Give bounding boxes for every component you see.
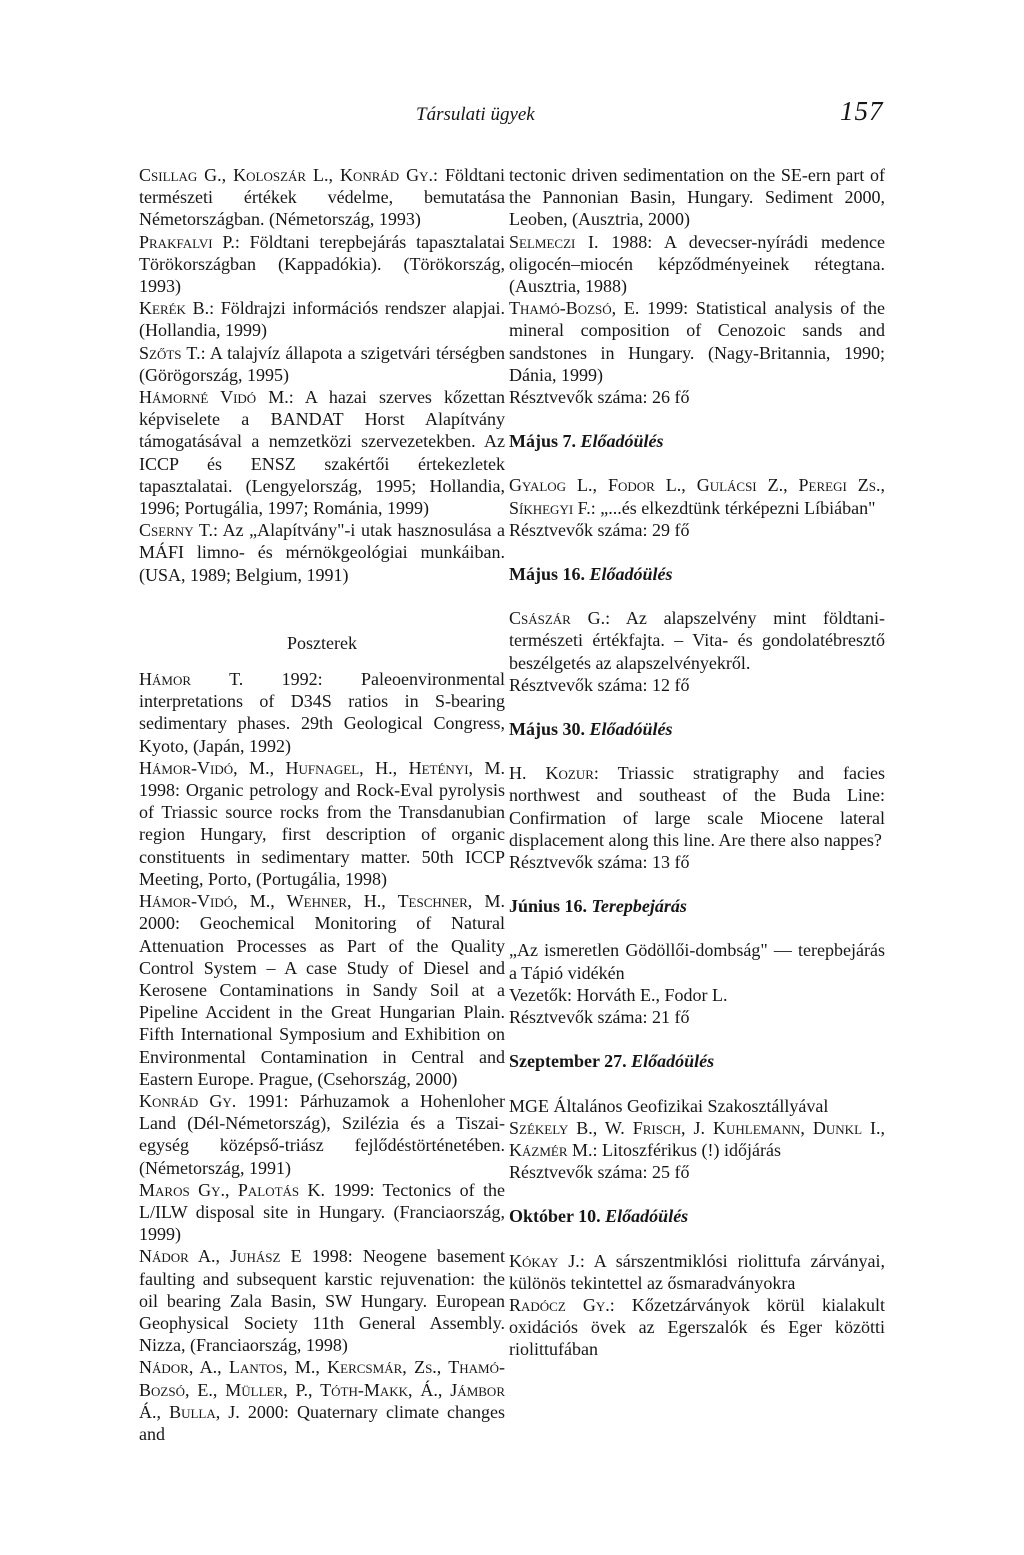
entry-text: 1998: Organic petrology and Rock-Eval pyrolysis of Triassic source rocks from the Transdanubian region Hungary, first description of organic constituents in sedimentary matter. 50th ICCP Meeting, Porto, (Portugália, 1998) xyxy=(139,780,505,889)
entry-author: Szőts T. xyxy=(139,342,201,363)
event-type: Előadóülés xyxy=(605,1206,689,1227)
entry-author: Selmeczi I. xyxy=(509,231,599,252)
event-type: Terepbejárás xyxy=(591,896,687,917)
event-date: Szeptember 27. xyxy=(509,1051,627,1072)
bibliography-entry xyxy=(139,1245,505,1356)
event-line xyxy=(509,607,885,674)
event-type: Előadóülés xyxy=(631,1051,715,1072)
entry-author: H. Kozur xyxy=(509,763,594,784)
event-line xyxy=(509,762,885,851)
event-line xyxy=(509,474,885,518)
entry-text: : A sárszentmiklósi riolittufa zárványai, különös tekintettel az ősmaradványokra xyxy=(509,1250,885,1293)
entry-text: 1988: A devecser-nyírádi medence oligocén–miocén képződményeinek rétegtana. (Ausztria, 1988) xyxy=(509,231,886,297)
bibliography-entry xyxy=(509,164,885,231)
entry-text: 1999: Tectonics of the L/ILW disposal site in Hungary. (Franciaország, 1999) xyxy=(139,1179,506,1245)
bibliography-entry xyxy=(139,386,505,519)
entry-text: : A hazai szerves kőzettan képviselete a BANDAT Horst Alapítvány támogatásával a nemzetközi szervezetekben. Az ICCP és ENSZ szakértői értekezletek tapasztalatai. (Lengyelország, 1995; Hollandia, 1996; Portugália, 1997; Románia, 1999) xyxy=(139,387,505,519)
entry-text: 2000: Geochemical Monitoring of Natural Attenuation Processes as Part of the Quality Control System – A case Study of Diesel and Kerosene Contaminations in Sandy Soil at a Pipeline Accident in the Great Hungarian Plain. Fifth International Symposium and Exhibition on Environmental Contamination in Central and Eastern Europe. Prague, (Csehország, 2000) xyxy=(139,913,505,1089)
participant-count: Résztvevők száma: 12 fő xyxy=(509,674,690,695)
bibliography-entry xyxy=(139,1179,505,1246)
entry-text: : „...és elkezdtünk térképezni Líbiában" xyxy=(590,497,876,518)
event-date: Május 30. xyxy=(509,719,585,740)
entry-text: : Az alapszelvény mint földtani-természeti értékfajta. – Vita- és gondolatébresztő beszélgetés az alapszelvényekről. xyxy=(509,608,885,673)
event-line xyxy=(509,1095,885,1117)
event-block xyxy=(509,430,885,541)
entry-text: : Földtani természeti értékek védelme, bemutatása Németországban. (Németország, 1993) xyxy=(139,165,505,230)
entry-text: : A talajvíz állapota a szigetvári térségben (Görögország, 1995) xyxy=(139,342,505,385)
entry-text: : Az „Alapítvány"-i utak hasznosulása a MÁFI limno- és mérnökgeológiai munkáiban. (USA, 1989; Belgium, 1991) xyxy=(139,520,505,585)
running-title: Társulati ügyek xyxy=(416,104,535,125)
event-heading xyxy=(509,1205,885,1227)
entry-text: „Az ismeretlen Gödöllői-dombság" — terepbejárás a Tápió vidékén xyxy=(509,940,885,983)
entry-author: Hámor T. xyxy=(139,669,244,690)
entry-text: 1999: Statistical analysis of the mineral composition of Cenozoic sands and sandstones in Hungary. (Nagy-Britannia, 1990; Dánia, 1999) xyxy=(509,298,885,385)
entry-author: Nádor A., Juhász E xyxy=(139,1246,302,1267)
events-list xyxy=(509,430,885,1360)
entry-text: 1991: Párhuzamok a Hohenloher Land (Dél-Németország), Szilézia és a Tiszai-egység középső-triász fejlődéstörténetében. (Németország, 1991) xyxy=(139,1090,505,1178)
event-line xyxy=(509,1117,885,1161)
event-block xyxy=(509,1050,885,1183)
left-column xyxy=(139,164,505,1445)
event-date: Május 16. xyxy=(509,564,585,585)
participant-count: Résztvevők száma: 29 fő xyxy=(509,519,690,540)
event-block xyxy=(509,563,885,696)
continuation-list xyxy=(509,164,885,386)
event-date: Június 16. xyxy=(509,896,588,917)
entry-text: 2000: Quaternary climate changes and xyxy=(139,1401,505,1444)
bibliography-entry xyxy=(139,890,505,1090)
entry-author: Cserny T. xyxy=(139,520,214,541)
entry-author: Nádor, A., Lantos, M., Kercsmár, Zs., Thamó-Bozsó, E., Müller, P., Tóth-Makk, Á., Jámbor Á., Bulla, J. xyxy=(139,1357,505,1422)
bibliography-entry xyxy=(139,668,505,757)
entry-author: Kókay J. xyxy=(509,1250,580,1271)
entry-text: 1998: Neogene basement faulting and subsequent karstic rejuvenation: the oil bearing Zala Basin, SW Hungary. European Geophysical Society 11th General Assembly. Nizza, (Franciaország, 1998) xyxy=(139,1246,505,1356)
entry-text: tectonic driven sedimentation on the SE-ern part of the Pannonian Basin, Hungary. Sediment 2000, Leoben, (Ausztria, 2000) xyxy=(509,165,885,230)
entry-author: Csillag G., Koloszár L., Konrád Gy. xyxy=(139,165,434,185)
entry-author: Maros Gy., Palotás K. xyxy=(139,1179,326,1200)
bibliography-entry xyxy=(139,231,505,298)
participant-count: Résztvevők száma: 25 fő xyxy=(509,1162,690,1183)
right-column xyxy=(509,164,885,1361)
entry-text: 1992: Paleoenvironmental interpretations of D34S ratios in S-bearing sedimentary phases. 29th Geological Congress, Kyoto, (Japán, 1992) xyxy=(139,669,505,756)
entry-text: MGE Általános Geofizikai Szakosztállyával xyxy=(509,1095,829,1116)
event-heading xyxy=(509,718,885,740)
bibliography-entry xyxy=(509,297,885,386)
event-date: Október 10. xyxy=(509,1206,601,1227)
participant-count: Résztvevők száma: 13 fő xyxy=(509,852,690,873)
event-heading xyxy=(509,1050,885,1072)
entry-text: : Földrajzi információs rendszer alapjai. (Hollandia, 1999) xyxy=(139,298,505,341)
bibliography-entry xyxy=(139,519,505,586)
bibliography-entry xyxy=(139,297,505,341)
bibliography-entry xyxy=(509,231,885,298)
entry-author: Konrád Gy. xyxy=(139,1090,237,1111)
entry-author: Kerék B. xyxy=(139,298,210,319)
event-line xyxy=(509,939,885,983)
posters-list xyxy=(139,668,505,1445)
entry-text: : Kőzetzárványok körül kialakult oxidációs övek az Egerszalók és Eger közötti riolittufában xyxy=(509,1294,886,1360)
talks-list xyxy=(139,164,505,586)
entry-author: Radócz Gy. xyxy=(509,1294,610,1315)
bibliography-entry xyxy=(139,1356,505,1445)
entry-text: : Triassic stratigraphy and facies northwest and southeast of the Buda Line: Confirmation of large scale Miocene lateral displacement along this line. Are there also nappes? xyxy=(509,763,885,850)
bibliography-entry xyxy=(139,757,505,890)
entry-text: : Földtani terepbejárás tapasztalatai Törökországban (Kappadókia). (Törökország, 1993) xyxy=(139,231,506,297)
entry-author: Székely B., W. Frisch, J. Kuhlemann, Dunkl I., Kázmér M. xyxy=(509,1117,885,1160)
event-block xyxy=(509,895,885,1028)
bibliography-entry xyxy=(139,342,505,386)
event-type: Előadóülés xyxy=(580,431,664,452)
entry-author: Császár G. xyxy=(509,608,606,629)
event-type: Előadóülés xyxy=(589,564,673,585)
bibliography-entry xyxy=(139,1090,505,1179)
event-line xyxy=(509,1294,885,1361)
event-line xyxy=(509,984,885,1006)
page-number: 157 xyxy=(840,96,884,126)
participant-count: Résztvevők száma: 26 fő xyxy=(509,387,690,408)
entry-author: Hámor-Vidó, M., Wehner, H., Teschner, M. xyxy=(139,891,505,912)
page-header xyxy=(0,96,1024,136)
entry-author: Prakfalvi P. xyxy=(139,231,235,252)
event-block xyxy=(509,1205,885,1360)
event-line xyxy=(509,1250,885,1294)
event-date: Május 7. xyxy=(509,431,576,452)
entry-text: Vezetők: Horváth E., Fodor L. xyxy=(509,984,728,1005)
entry-author: Gyalog L., Fodor L., Gulácsi Z., Peregi Zs., Síkhegyi F. xyxy=(509,475,885,518)
event-type: Előadóülés xyxy=(589,719,673,740)
event-block xyxy=(509,718,885,873)
entry-author: Hámorné Vidó M. xyxy=(139,387,289,408)
posters-heading: Poszterek xyxy=(287,632,357,653)
participant-count: Résztvevők száma: 21 fő xyxy=(509,1007,690,1028)
entry-text: : Litoszférikus (!) időjárás xyxy=(592,1139,781,1160)
event-heading xyxy=(509,563,885,585)
entry-author: Thamó-Bozsó, E. xyxy=(509,298,640,319)
entry-author: Hámor-Vidó, M., Hufnagel, H., Hetényi, M. xyxy=(139,757,505,778)
event-heading xyxy=(509,430,885,452)
event-heading xyxy=(509,895,885,917)
bibliography-entry xyxy=(139,164,505,231)
